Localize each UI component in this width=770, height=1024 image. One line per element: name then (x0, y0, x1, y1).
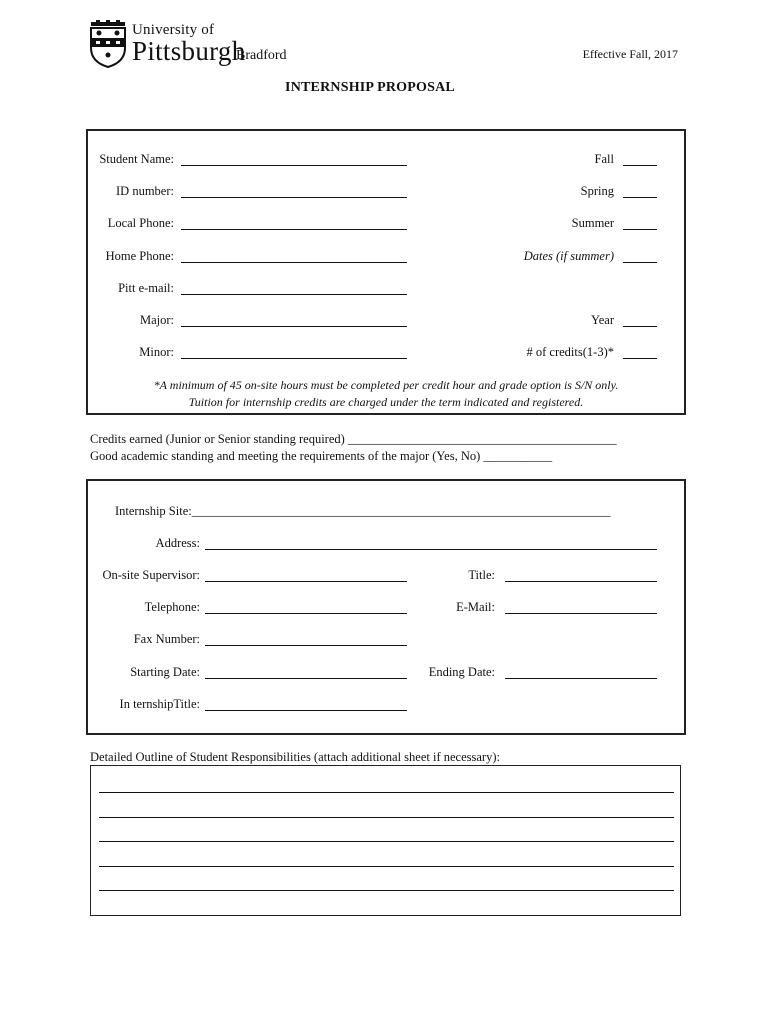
student-name-field[interactable] (181, 165, 407, 166)
pitt-email-label: Pitt e-mail: (118, 281, 174, 295)
credit-hours-note: *A minimum of 45 on-site hours must be completed per credit hour and grade option is S/N only. (153, 378, 619, 392)
outline-label: Detailed Outline of Student Responsibilities (attach additional sheet if necessary): (90, 750, 500, 764)
student-info-box (86, 129, 686, 415)
good-standing-line: Good academic standing and meeting the requirements of the major (Yes, No) ___________ (90, 449, 553, 463)
fax-label: Fax Number: (133, 632, 200, 646)
id-number-label: ID number: (116, 184, 174, 198)
minor-label: Minor: (139, 345, 174, 359)
responsibilities-box[interactable] (90, 765, 681, 916)
fax-field[interactable] (205, 645, 407, 646)
outline-line (99, 817, 674, 818)
term-fall-field[interactable] (623, 165, 657, 166)
year-field[interactable] (623, 326, 657, 327)
logo-text-pittsburgh: Pittsburgh (132, 36, 246, 66)
ending-date-label: Ending Date: (428, 665, 495, 679)
shield-icon (88, 20, 128, 68)
outline-line (99, 890, 674, 891)
credits-earned-line: Credits earned (Junior or Senior standing required) ___________________________________________ (90, 432, 617, 446)
year-label: Year (590, 313, 614, 327)
home-phone-label: Home Phone: (105, 249, 174, 263)
credits-field[interactable] (623, 358, 657, 359)
major-label: Major: (139, 313, 174, 327)
term-fall-label: Fall (594, 152, 614, 166)
tuition-note: Tuition for internship credits are charged under the term indicated and registered. (188, 395, 584, 409)
term-spring-label: Spring (580, 184, 614, 198)
internship-title-label: In ternshipTitle: (119, 697, 200, 711)
page-title: INTERNSHIP PROPOSAL (285, 80, 455, 95)
address-label: Address: (155, 536, 200, 550)
starting-date-label: Starting Date: (130, 665, 200, 679)
term-spring-field[interactable] (623, 197, 657, 198)
dates-summer-label: Dates (if summer) (523, 249, 614, 263)
title-label: Title: (468, 568, 495, 582)
outline-line (99, 866, 674, 867)
local-phone-field[interactable] (181, 229, 407, 230)
title-field[interactable] (505, 581, 657, 582)
internship-site-label: Internship Site:___________________________________________________________________ (115, 504, 611, 518)
effective-date: Effective Fall, 2017 (582, 47, 678, 61)
logo-text-university: University of (132, 22, 215, 38)
home-phone-field[interactable] (181, 262, 407, 263)
address-field[interactable] (205, 549, 657, 550)
email-label: E-Mail: (456, 600, 495, 614)
term-summer-label: Summer (571, 216, 614, 230)
student-name-label: Student Name: (99, 152, 174, 166)
id-number-field[interactable] (181, 197, 407, 198)
telephone-label: Telephone: (144, 600, 200, 614)
pitt-email-field[interactable] (181, 294, 407, 295)
outline-line (99, 841, 674, 842)
email-field[interactable] (505, 613, 657, 614)
internship-site-box (86, 479, 686, 735)
internship-title-field[interactable] (205, 710, 407, 711)
ending-date-field[interactable] (505, 678, 657, 679)
major-field[interactable] (181, 326, 407, 327)
telephone-field[interactable] (205, 613, 407, 614)
starting-date-field[interactable] (205, 678, 407, 679)
supervisor-field[interactable] (205, 581, 407, 582)
dates-summer-field[interactable] (623, 262, 657, 263)
credits-label: # of credits(1-3)* (526, 345, 614, 359)
term-summer-field[interactable] (623, 229, 657, 230)
outline-line (99, 792, 674, 793)
university-logo (88, 20, 318, 70)
supervisor-label: On-site Supervisor: (102, 568, 200, 582)
local-phone-label: Local Phone: (107, 216, 174, 230)
logo-text-bradford: Bradford (236, 48, 287, 63)
minor-field[interactable] (181, 358, 407, 359)
